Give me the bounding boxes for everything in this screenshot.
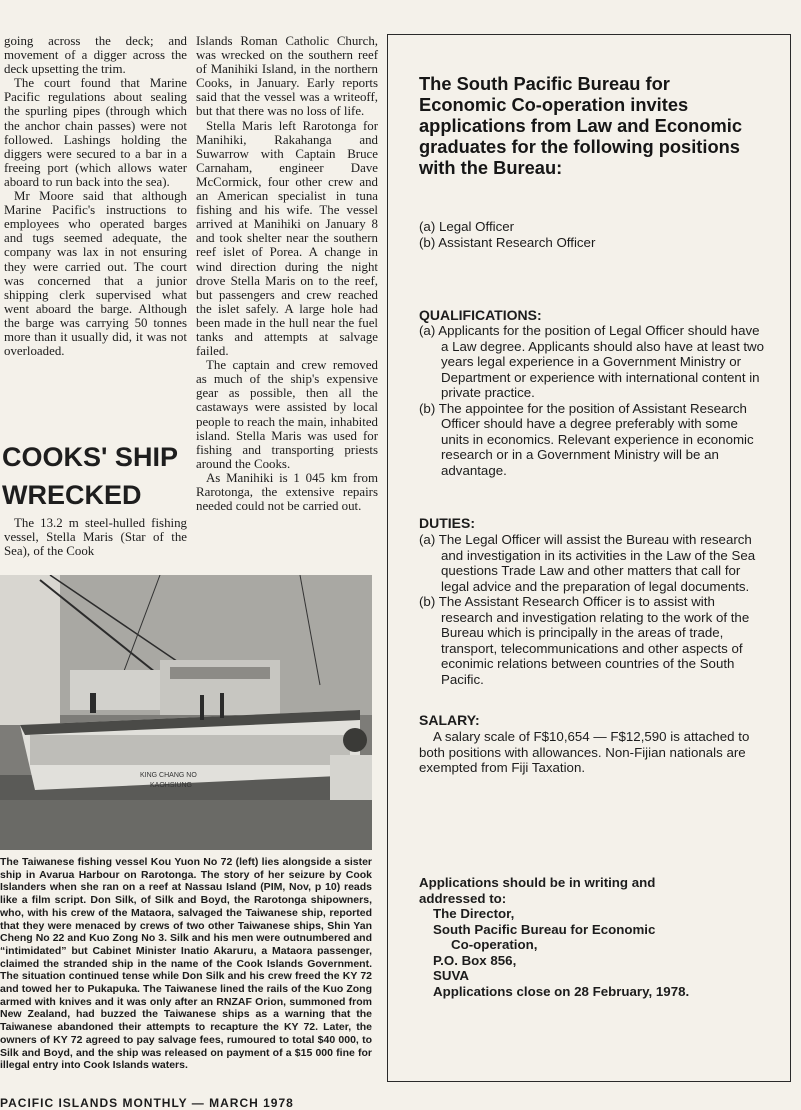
article-top-column: [4, 34, 187, 358]
position-item: (a) Legal Officer: [419, 219, 515, 234]
apply-line: addressed to:: [419, 890, 507, 906]
article-paragraph: As Manihiki is 1 045 km from Rarotonga, the extensive repairs needed could not be carried out.: [196, 470, 378, 514]
hull-lettering: KAOHSIUNG: [150, 782, 193, 789]
article-paragraph: The court found that Marine Pacific regulations about sealing the spurling pipes (through which the anchor chain passes) were not followed. Lashings holding the diggers were secured to a bar in a freeing port (which allows water aboard to run back into the sea).: [4, 76, 187, 189]
headline: COOKS' SHIP WRECKED: [2, 442, 178, 510]
duty-item: (b) The Assistant Research Officer is to assist with research and investigation relating to the work of the Bureau which is principally in the areas of trade, transport, telecommunications and other aspects of econimic relations between countries of the South Pacific.: [419, 594, 750, 687]
salary-text: A salary scale of F$10,654 — F$12,590 is attached to both positions with allowances. Non-Fijian nationals are exempted from Fiji Taxation.: [419, 729, 750, 775]
address-line: Co-operation,: [451, 937, 538, 952]
hull-lettering: KING CHANG NO: [140, 772, 197, 779]
article-paragraph: Stella Maris left Rarotonga for Manihiki, Rakahanga and Suwarrow with Captain Bruce Carnaham, engineer Dave McCormick, four other crew and an American specialist in tuna fishing and his wife. The vessel arrived at Manihiki on January 8 and took shelter near the southern reef islet of Porea. A change in wind direction during the night drove Stella Maris on to the reef, but passengers and crew reached the islet safely. A large hole had been made in the hull near the fuel tanks and attempts at salvage failed.: [196, 118, 378, 359]
duties-list: [419, 532, 769, 687]
qualification-item: (a) Applicants for the position of Legal Officer should have a Law degree. Applicants should also have at least two years legal experience in a Government Ministry or Department or experience with international content in private practice.: [419, 323, 765, 400]
article-main-column-2: [196, 34, 378, 513]
ad-title: The South Pacific Bureau for Economic Co-operation invites applications from Law and Economic graduates for the following positions with the Bureau:: [419, 73, 743, 178]
article-paragraph: The 13.2 m steel-hulled fishing vessel, Stella Maris (Star of the Sea), of the Cook: [4, 516, 187, 559]
salary-heading: SALARY:: [419, 712, 480, 728]
address-line: SUVA: [433, 968, 469, 983]
job-advertisement: [387, 34, 791, 1082]
address-line: The Director,: [433, 906, 515, 921]
qualifications-list: [419, 323, 769, 478]
ship-photo-illustration: [0, 575, 372, 850]
page-footer: PACIFIC ISLANDS MONTHLY — MARCH 1978: [0, 1096, 294, 1110]
qualifications-heading: QUALIFICATIONS:: [419, 307, 542, 323]
position-item: (b) Assistant Research Officer: [419, 234, 596, 250]
article-paragraph: Mr Moore said that although Marine Pacific's instructions to employees who operated barges and tugs seemed adequate, the company was lax in not ensuring they were carried out. The court was concerned that a junior shipping clerk supervised what went aboard the barge. Although the barge was carrying 50 tonnes more than it usually did, it was not overloaded.: [4, 189, 187, 359]
duty-item: (a) The Legal Officer will assist the Bureau with research and investigation in its activities in the Law of the Sea questions Trade Law and other matters that call for legal advice and the preparation of legal documents.: [419, 532, 756, 594]
apply-line: Applications should be in writing and: [419, 875, 656, 890]
address-line: P.O. Box 856,: [433, 952, 517, 968]
closing-date: Applications close on 28 February, 1978.: [433, 983, 690, 999]
positions-list: [419, 219, 769, 250]
photo-caption: The Taiwanese fishing vessel Kou Yuon No 72 (left) lies alongside a sister ship in Avarua Harbour on Rarotonga. The story of her seizure by Cook Islanders when she ran on a reef at Nassau Island (PIM, Nov, p 10) reads like a film script. Don Silk, of Silk and Boyd, the Rarotonga shipowners, who, with his crew of the Mataora, salvaged the Taiwanese ship, reported that they were menaced by crews of two other Taiwanese ships, Shin Yan Cheng No 22 and Kuo Zong No 3. Silk and his men were outnumbered and “intimidated” but Cabinet Minister Inatio Akaruru, a Mataora passenger, claimed the stranded ship in the name of the Cook Islands Government. The situation continued tense while Don Silk and his crew freed the KY 72 and towed her to Pukapuka. The Taiwanese lined the rails of the Kuo Zong armed with knives and it was only after an RNZAF Orion, summoned from New Zealand, had buzzed the Taiwanese ships as a warning that the Taiwanese abandoned their attempts to recapture the KY 72. Later, the owners of KY 72 agreed to pay salvage fees, rumoured to total $40 000, to Silk and Boyd, and the ship was released on payment of a $15 000 fine for illegal entry into Cook Islands waters.: [0, 856, 372, 1072]
qualification-item: (b) The appointee for the position of Assistant Research Officer should have a degree preferably with some units in economics. Relevant experience in economic research or in a Government Ministry will be an advantage.: [419, 400, 754, 478]
article-paragraph: going across the deck; and movement of a digger across the deck upsetting the trim.: [4, 34, 187, 77]
article-main-column-1: [4, 516, 187, 558]
article-paragraph: The captain and crew removed as much of the ship's expensive gear as possible, then all the castaways were assisted by local people to reach the main, inhabited island. Stella Maris was used for fishing and transporting priests around the Cooks.: [196, 358, 378, 471]
article-paragraph: Islands Roman Catholic Church, was wrecked on the southern reef of Manihiki Island, in the northern Cooks, in January. Early reports said that the vessel was a writeoff, but that there was no loss of life.: [196, 34, 378, 119]
address-line: South Pacific Bureau for Economic: [433, 921, 656, 937]
application-instructions: [419, 875, 769, 999]
ship-photo: [0, 575, 372, 850]
duties-heading: DUTIES:: [419, 515, 475, 531]
